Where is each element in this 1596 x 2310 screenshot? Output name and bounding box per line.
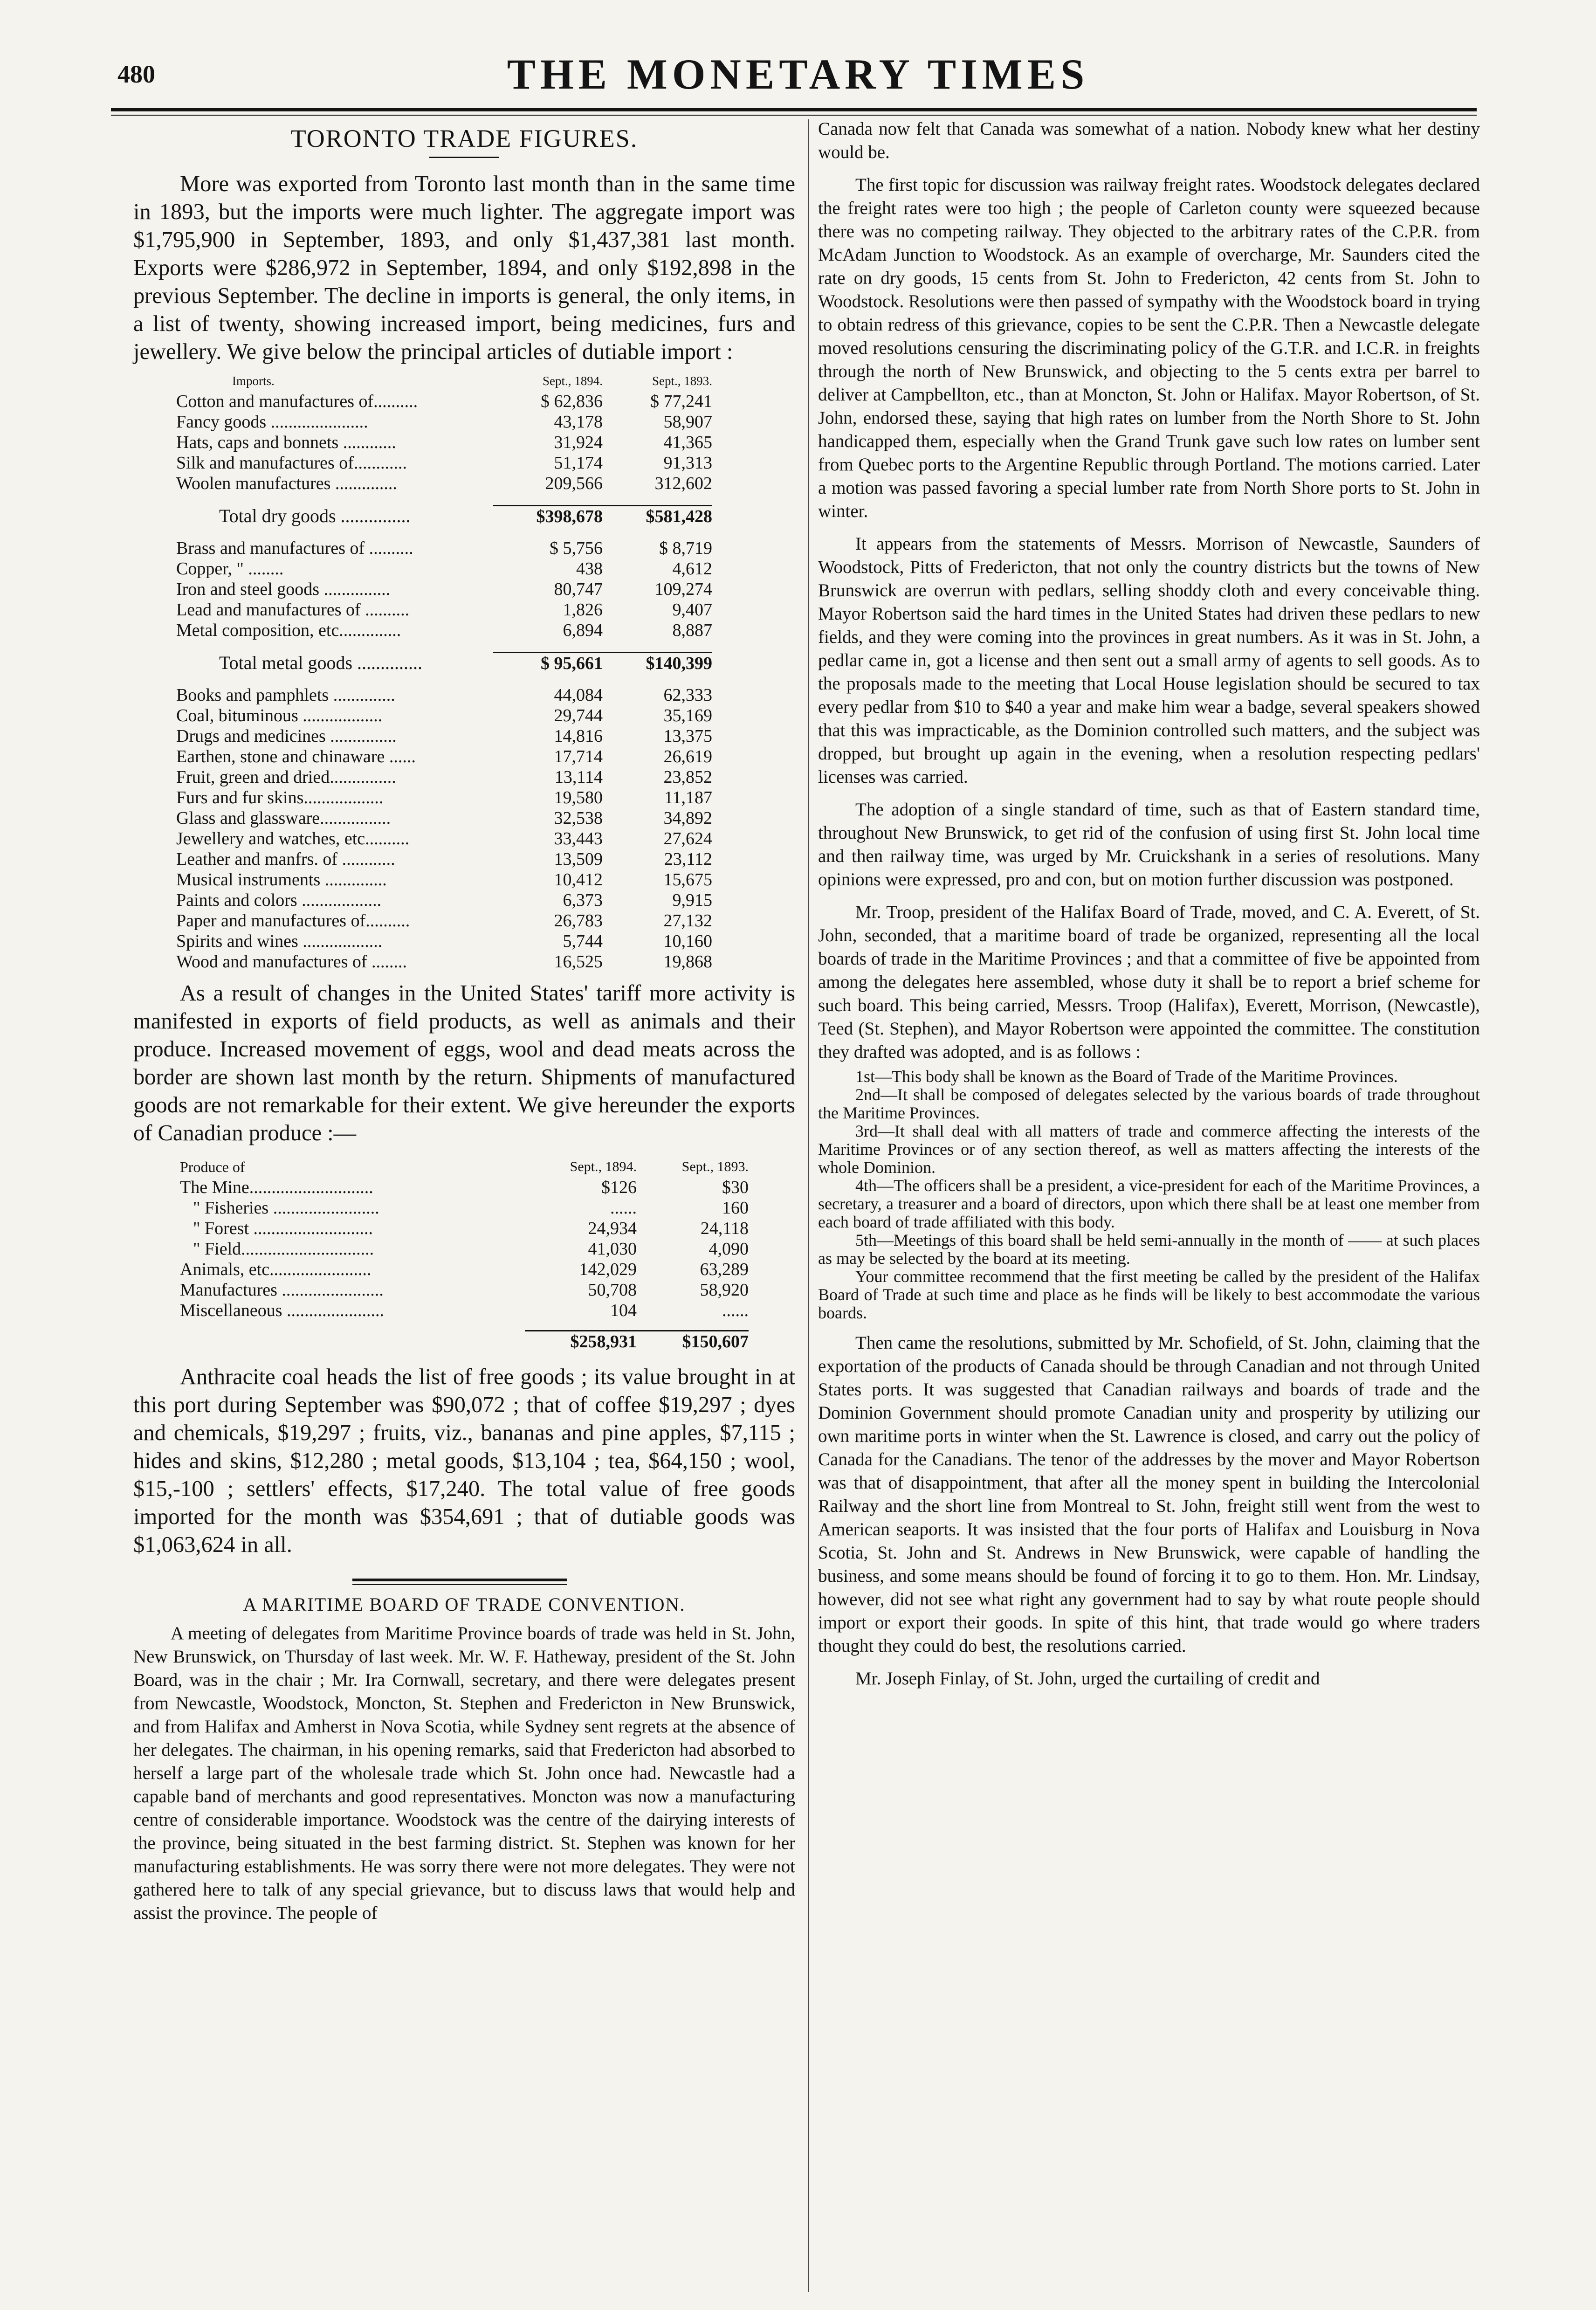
total-row xyxy=(176,653,712,674)
table-spacer xyxy=(176,494,712,506)
row-label: Leather and manfrs. of ............ xyxy=(176,849,395,869)
table-row xyxy=(176,746,712,767)
row-label: Jewellery and watches, etc.......... xyxy=(176,829,410,848)
article-paragraph: The adoption of a single standard of time, such as that of Eastern standard time, throughout New Brunswick, to get rid of the confusion of using first St. John local time and then railway time, was urged by Mr. Cruickshank in a series of resolutions. Many opinions were expressed, pro and con, but on motion further discussion was postponed. xyxy=(818,800,1480,890)
table-header-label: Produce of xyxy=(180,1158,245,1175)
article-paragraph: Then came the resolutions, submitted by Mr. Schofield, of St. John, claiming that the exportation of the products of Canada should be through Canadian and not through United States ports. It was suggested that Canadian railways and boards of trade and the Dominion Government should promote Canadian unity and prosperity by utilizing our own maritime ports in winter when the St. Lawrence is closed, and carry out the policy of Canada for the Canadians. The tenor of the addresses by the mover and Mayor Robertson was that of disappointment, that after all the money spent in building the Intercolonial Railway and the short line from Montreal to St. John, freight still went from the west to American seaports. It was insisted that the four ports of Halifax and Louisburg in Nova Scotia, St. John and St. Andrews in New Brunswick, were capable of handling the business, and some means should be found of forcing it to go to them. Hon. Mr. Lindsay, however, did not see what right any government had to say by what route people should import or export their goods. In spite of this hint, that trade would go where traders thought they could do best, the resolutions carried. xyxy=(818,1333,1480,1656)
table-row xyxy=(176,828,712,849)
table-row xyxy=(176,869,712,890)
row-label: Books and pamphlets .............. xyxy=(176,685,395,705)
article-paragraph: A meeting of delegates from Maritime Province boards of trade was held in St. John, New Brunswick, on Thursday of last week. Mr. W. F. Hatheway, president of the St. John Board, was in the chair ; Mr. Ira Cornwall, secretary, and there were delegates present from Newcastle, Woodstock, Moncton, St. Stephen and Fredericton in New Brunswick, and from Halifax and Amherst in Nova Scotia, while Sydney sent regrets at the absence of her delegates. The chairman, in his opening remarks, said that Fredericton had absorbed to herself a large part of the wholesale trade which St. John once had. Newcastle had a capable band of merchants and good representatives. Moncton was now a manufacturing centre of considerable importance. Woodstock was the centre of the dairying interests of the province, being situated in the best farming district. St. Stephen was known for her manufacturing establishments. He was sorry there were not more delegates. They were not gathered here to talk of any special grievance, but to discuss laws that would help and assist the province. The people of xyxy=(133,1623,795,1923)
value-1894: $398,678 xyxy=(493,506,603,527)
value-1894: 24,934 xyxy=(588,1219,637,1238)
value-1893: 58,920 xyxy=(700,1280,749,1300)
row-label: Musical instruments .............. xyxy=(176,870,387,890)
table-row xyxy=(176,620,712,641)
value-1894: 6,894 xyxy=(563,621,603,640)
value-1893: 63,289 xyxy=(700,1260,749,1279)
row-label: Furs and fur skins.................. xyxy=(176,788,384,807)
table-row xyxy=(176,538,712,559)
table-spacer xyxy=(180,1321,749,1331)
row-label: Coal, bituminous .................. xyxy=(176,706,383,725)
article-body xyxy=(818,1331,1480,1690)
value-1893: 27,624 xyxy=(663,829,712,848)
value-1894: 10,412 xyxy=(554,870,603,890)
row-label: Paper and manufactures of.......... xyxy=(176,911,410,931)
exports-table xyxy=(180,1157,749,1352)
article-paragraph: The first topic for discussion was railway freight rates. Woodstock delegates declared the freight rates were too high ; the people of Carleton county were squeezed because there was no competing railway. They objected to the arbitrary rates of the C.P.R. from McAdam Junction to Woodstock. As an example of overcharge, Mr. Saunders cited the rate on dry goods, 15 cents from St. John to Fredericton, 42 cents from St. John to Woodstock. Resolutions were then passed of sympathy with the Woodstock board in trying to obtain redress of this grievance, copies to be sent the C.P.R. Then a Newcastle delegate moved resolutions censuring the discriminating policy of the G.T.R. and I.C.R. in freights through the north of New Brunswick, and objecting to the 5 cents extra per barrel to deliver at Campbellton, etc., than at Moncton, St. John or Halifax. Mayor Robertson, of St. John, endorsed these, saying that high rates on lumber from the North Shore to St. John handicapped them, especially when the Grand Trunk gave such low rates on lumber sent from Quebec ports to the Argentine Republic through Portland. The motions carried. Later a motion was passed favoring a special lumber rate from North Shore ports to St. John in winter. xyxy=(818,175,1480,521)
value-1894: 51,174 xyxy=(554,453,603,473)
table-row xyxy=(176,787,712,808)
value-1894: $ 62,836 xyxy=(541,392,603,411)
row-label: Silk and manufactures of............ xyxy=(176,453,407,473)
value-1893: 27,132 xyxy=(663,911,712,931)
article-body xyxy=(133,1622,795,1925)
imports-table xyxy=(176,371,712,972)
constitution-list xyxy=(818,1068,1480,1322)
value-1893: $140,399 xyxy=(603,653,712,674)
article-paragraph: It appears from the statements of Messrs. Morrison of Newcastle, Saunders of Woodstock, Pitts of Fredericton, that not only the country districts but the towns of New Brunswick are overrun with pedlars, selling shoddy cloth and every conceivable thing. Mayor Robertson said the hard times in the United States had driven these pedlars to new fields, and they were coming into the provinces in great numbers. As it was in St. John, a pedlar came in, got a license and then sent out a small army of agents to sell goods. As to the proposals made to the meeting that Local House legislation should be secured to tax every pedlar from $10 to $40 a year and make him wear a badge, several speakers showed that this was impracticable, as the Dominion controlled such matters, and the subject was dropped, but brought up again in the evening, when a resolution respecting pedlars' licenses was carried. xyxy=(818,534,1480,787)
value-1894: $258,931 xyxy=(525,1331,637,1352)
row-label: " Forest ........................... xyxy=(193,1219,373,1238)
value-1893: $30 xyxy=(722,1178,749,1197)
table-row xyxy=(176,685,712,705)
continuation-paragraph: Canada now felt that Canada was somewhat of a nation. Nobody knew what her destiny would be. xyxy=(818,119,1480,162)
constitution-clause: 1st—This body shall be known as the Board of Trade of the Maritime Provinces. xyxy=(855,1067,1398,1086)
article-body xyxy=(818,173,1480,1064)
table-row xyxy=(176,931,712,952)
table-row xyxy=(176,910,712,931)
page-number: 480 xyxy=(117,60,155,88)
row-label: Lead and manufactures of .......... xyxy=(176,600,410,620)
right-column xyxy=(818,117,1480,1690)
row-label: The Mine............................ xyxy=(180,1178,373,1197)
row-label: Spirits and wines .................. xyxy=(176,931,383,951)
row-label: Earthen, stone and chinaware ...... xyxy=(176,747,416,766)
total-row xyxy=(180,1331,749,1352)
value-1894: $ 95,661 xyxy=(493,653,603,674)
row-label: Paints and colors .................. xyxy=(176,890,382,910)
table-row xyxy=(176,412,712,432)
article-title: A MARITIME BOARD OF TRADE CONVENTION. xyxy=(243,1594,686,1615)
table-row xyxy=(176,559,712,579)
table-header-col: Sept., 1894. xyxy=(570,1159,637,1174)
row-label: Woolen manufactures .............. xyxy=(176,474,397,493)
row-label: Fruit, green and dried............... xyxy=(176,767,396,787)
value-1893: $ 8,719 xyxy=(659,538,712,558)
value-1893: 15,675 xyxy=(663,870,712,890)
table-row xyxy=(176,432,712,453)
table-row xyxy=(176,952,712,972)
table-row xyxy=(180,1218,749,1239)
value-1893: 24,118 xyxy=(700,1219,749,1238)
row-label: Metal composition, etc.............. xyxy=(176,621,401,640)
table-row xyxy=(176,705,712,726)
row-label: Hats, caps and bonnets ............ xyxy=(176,433,396,452)
title-rule xyxy=(429,157,499,158)
value-1894: 26,783 xyxy=(554,911,603,931)
table-header-row xyxy=(176,371,712,391)
row-label: Total metal goods .............. xyxy=(219,652,423,674)
exports-intro: As a result of changes in the United States' tariff more activity is manifested in exports of field products, as well as animals and their produce. Increased movement of eggs, wool and dead meats across the border are shown last month by the return. Shipments of manufactured goods are not remarkable for their extent. We give hereunder the exports of Canadian produce :— xyxy=(133,981,795,1145)
table-row xyxy=(180,1177,749,1198)
value-1893: 23,112 xyxy=(664,849,712,869)
value-1894: ...... xyxy=(610,1198,637,1218)
value-1894: 6,373 xyxy=(563,890,603,910)
value-1893: 34,892 xyxy=(663,808,712,828)
table-row xyxy=(176,726,712,746)
row-label: " Fisheries ........................ xyxy=(193,1198,379,1218)
value-1894: 5,744 xyxy=(563,931,603,951)
header-rule-thin xyxy=(111,115,1477,116)
table-spacer xyxy=(176,641,712,653)
constitution-clause: Your committee recommend that the first meeting be called by the president of the Halifax Board of Trade at such time and place as he finds will be likely to best accommodate the various boards. xyxy=(818,1267,1480,1322)
row-label: Brass and manufactures of .......... xyxy=(176,538,413,558)
value-1894: 1,826 xyxy=(563,600,603,620)
table-header-col: Sept., 1893. xyxy=(652,374,712,388)
value-1893: 58,907 xyxy=(663,412,712,432)
value-1894: 13,509 xyxy=(554,849,603,869)
header-rule xyxy=(111,108,1477,111)
table-row xyxy=(180,1300,749,1321)
total-row xyxy=(176,506,712,527)
table-row xyxy=(176,767,712,787)
constitution-clause: 2nd—It shall be composed of delegates selected by the various boards of trade throughout the Maritime Provinces. xyxy=(818,1085,1480,1122)
row-label: Wood and manufactures of ........ xyxy=(176,952,407,972)
column-divider xyxy=(808,119,809,2292)
table-row xyxy=(180,1280,749,1300)
value-1893: 4,090 xyxy=(709,1239,749,1259)
value-1893: 19,868 xyxy=(663,952,712,972)
value-1893: 62,333 xyxy=(663,685,712,705)
table-row xyxy=(180,1259,749,1280)
value-1894: 41,030 xyxy=(588,1239,637,1259)
value-1893: 91,313 xyxy=(663,453,712,473)
value-1894: 104 xyxy=(610,1301,637,1320)
value-1893: 10,160 xyxy=(663,931,712,951)
table-row xyxy=(176,849,712,869)
row-label: " Field.............................. xyxy=(193,1239,374,1259)
value-1894: 33,443 xyxy=(554,829,603,848)
value-1893: 109,274 xyxy=(654,579,712,599)
value-1893: $ 77,241 xyxy=(650,392,712,411)
constitution-clause: 3rd—It shall deal with all matters of trade and commerce affecting the interests of the Maritime Provinces or of any section thereof, as well as matters affecting the interests of the whole Dominion. xyxy=(818,1122,1480,1177)
value-1893: 26,619 xyxy=(663,747,712,766)
article-paragraph: Mr. Troop, president of the Halifax Board of Trade, moved, and C. A. Everett, of St. John, seconded, that a maritime board of trade be organized, representing all the local boards of trade in the Maritime Provinces ; and that a committee of five be appointed from among the delegates here assembled, whose duty it shall be to report a brief scheme for such board. This being carried, Messrs. Troop (Halifax), Everett, Morrison, (Newcastle), Teed (St. Stephen), and Mayor Robertson were appointed the committee. The constitution they drafted was adopted, and is as follows : xyxy=(818,902,1480,1062)
constitution-clause: 4th—The officers shall be a president, a vice-president for each of the Maritime Provinces, a secretary, a treasurer and a board of directors, upon which there shall be at least one member from each board of trade affiliated with this body. xyxy=(818,1176,1480,1231)
table-row xyxy=(176,890,712,910)
table-row xyxy=(176,600,712,620)
value-1893: 160 xyxy=(722,1198,749,1218)
table-spacer xyxy=(176,527,712,538)
value-1894: $126 xyxy=(601,1178,637,1197)
value-1894: 31,924 xyxy=(554,433,603,452)
value-1894: 80,747 xyxy=(554,579,603,599)
table-row xyxy=(176,453,712,473)
value-1893: 35,169 xyxy=(663,706,712,725)
table-row xyxy=(176,473,712,494)
value-1893: 312,602 xyxy=(654,474,712,493)
table-header-row xyxy=(180,1157,749,1177)
row-label: Cotton and manufactures of.......... xyxy=(176,392,418,411)
row-label: Total dry goods ............... xyxy=(219,505,411,527)
value-1894: 438 xyxy=(576,559,603,579)
left-column xyxy=(133,124,795,1925)
value-1893: 9,407 xyxy=(672,600,712,620)
table-row xyxy=(180,1198,749,1218)
value-1894: 14,816 xyxy=(554,726,603,746)
value-1894: 17,714 xyxy=(554,747,603,766)
row-label: Iron and steel goods ............... xyxy=(176,579,391,599)
value-1894: 13,114 xyxy=(554,767,603,787)
value-1894: 29,744 xyxy=(554,706,603,725)
value-1894: $ 5,756 xyxy=(550,538,603,558)
value-1893: 13,375 xyxy=(663,726,712,746)
row-label: Miscellaneous ...................... xyxy=(180,1301,385,1320)
value-1893: 8,887 xyxy=(672,621,712,640)
table-row xyxy=(176,391,712,412)
constitution-clause: 5th—Meetings of this board shall be held semi-annually in the month of —— at such places as may be selected by the board at its meeting. xyxy=(818,1231,1480,1268)
value-1893: 41,365 xyxy=(663,433,712,452)
row-label: Manufactures ....................... xyxy=(180,1280,384,1300)
value-1894: 142,029 xyxy=(579,1260,637,1279)
value-1893: ...... xyxy=(722,1301,749,1320)
value-1894: 43,178 xyxy=(554,412,603,432)
value-1894: 32,538 xyxy=(554,808,603,828)
value-1893: $150,607 xyxy=(637,1331,749,1352)
table-header-col: Sept., 1893. xyxy=(681,1159,749,1174)
table-row xyxy=(180,1239,749,1259)
value-1894: 44,084 xyxy=(554,685,603,705)
row-label: Fancy goods ...................... xyxy=(176,412,368,432)
value-1894: 209,566 xyxy=(545,474,603,493)
table-row xyxy=(176,579,712,600)
section-double-rule xyxy=(352,1579,567,1585)
table-header-col: Sept., 1894. xyxy=(542,374,603,388)
row-label: Copper, " ........ xyxy=(176,559,284,579)
value-1893: 4,612 xyxy=(672,559,712,579)
value-1893: 11,187 xyxy=(664,788,712,807)
value-1894: 19,580 xyxy=(554,788,603,807)
article-intro: More was exported from Toronto last month than in the same time in 1893, but the imports were much lighter. The aggregate import was $1,795,900 in September, 1893, and only $1,437,381 last month. Exports were $286,972 in September, 1894, and only $192,898 in the previous September. The decline in imports is general, the only items, in a list of twenty, showing increased import, being medicines, furs and jewellery. We give below the principal articles of dutiable import : xyxy=(133,172,795,364)
article-title: TORONTO TRADE FIGURES. xyxy=(290,124,638,152)
masthead: THE MONETARY TIMES xyxy=(507,50,1089,98)
free-goods-paragraph: Anthracite coal heads the list of free goods ; its value brought in at this port during September was $90,072 ; that of coffee $19,297 ; dyes and chemicals, $19,297 ; fruits, viz., bananas and pine apples, $7,115 ; hides and skins, $12,280 ; metal goods, $13,104 ; tea, $64,150 ; wool, $15,-100 ; settlers' effects, $17,240. The total value of free goods imported for the month was $354,691 ; that of dutiable goods was $1,063,624 in all. xyxy=(133,1365,795,1557)
value-1893: $581,428 xyxy=(603,506,712,527)
row-label: Drugs and medicines ............... xyxy=(176,726,397,746)
value-1894: 50,708 xyxy=(588,1280,637,1300)
value-1893: 9,915 xyxy=(672,890,712,910)
row-label: Glass and glassware................ xyxy=(176,808,391,828)
value-1894: 16,525 xyxy=(554,952,603,972)
value-1893: 23,852 xyxy=(663,767,712,787)
table-header-label: Imports. xyxy=(232,374,275,388)
article-paragraph: Mr. Joseph Finlay, of St. John, urged the curtailing of credit and xyxy=(855,1669,1320,1689)
row-label: Animals, etc....................... xyxy=(180,1260,371,1279)
table-spacer xyxy=(176,674,712,685)
table-row xyxy=(176,808,712,828)
